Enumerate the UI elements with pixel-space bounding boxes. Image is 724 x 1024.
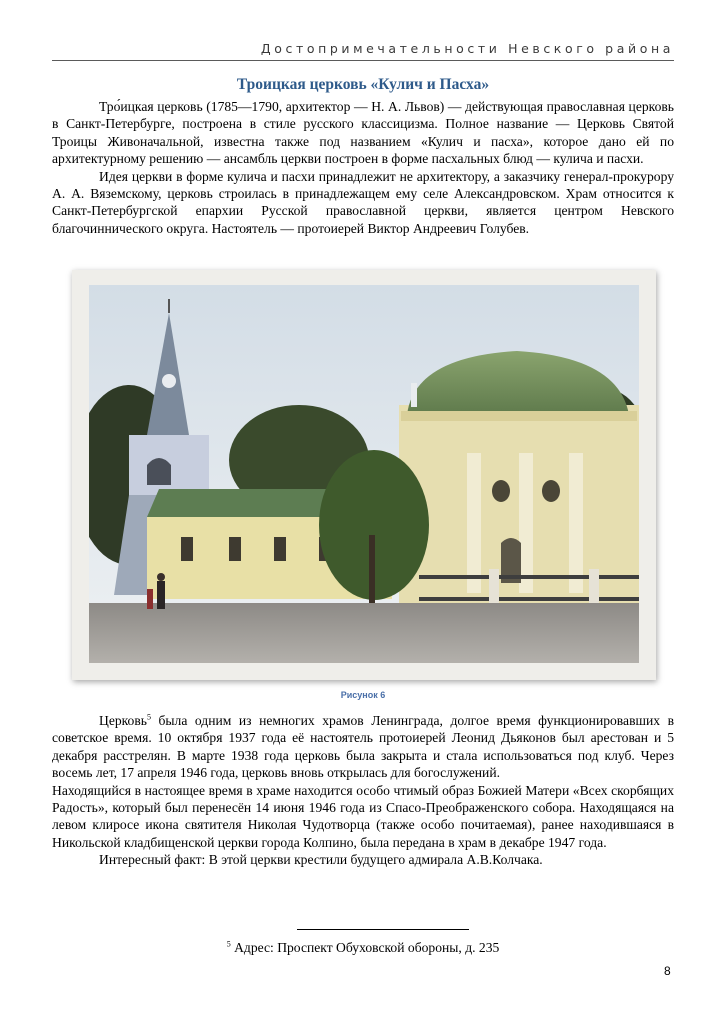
figure-frame bbox=[72, 270, 656, 680]
text-block-bottom bbox=[52, 712, 674, 869]
figure-caption: Рисунок 6 bbox=[340, 690, 386, 700]
paragraph-fact: Интересный факт: В этой церкви крестили будущего адмирала А.В.Колчака. bbox=[99, 852, 543, 868]
footnote-divider bbox=[297, 929, 469, 930]
paragraph-icons: Находящийся в настоящее время в храме находится особо чтимый образ Божией Матери «Всех скорбящих Радость», который был перенесён 14 июня 1946 года из Спасо-Преображенского собора. Находящаяся на левом клиросе икона святителя Николая Чудотворца (также особо почитаемая), ранее находившаяся в Никольской кладбищенской церкви города Колпино, была передана в храм в декабре 1947 года. bbox=[52, 782, 674, 850]
footnote-text: Адрес: Проспект Обуховской обороны, д. 235 bbox=[230, 940, 500, 955]
page-number: 8 bbox=[664, 964, 671, 978]
paragraph-soviet-era bbox=[52, 712, 674, 782]
footnote bbox=[52, 940, 674, 956]
paragraph-soviet-era-rest: была одним из немногих храмов Ленинграда, долгое время функционировавших в советское время. 10 октября 1937 года её настоятель протоиерей Леонид Дьяконов был арестован и 5 декабря расстрелян. В марте 1938 года церковь была закрыта и стала использоваться под клуб. Через восемь лет, 17 апреля 1946 года, церковь вновь открылась для богослужений. bbox=[52, 713, 674, 781]
running-header bbox=[52, 40, 674, 61]
running-header-text: Достопримечательности Невского района bbox=[260, 41, 674, 56]
footnote-reference[interactable]: 5 bbox=[146, 712, 151, 722]
paragraph-soviet-era-start: Церковь bbox=[99, 713, 147, 728]
footnote-marker: 5 bbox=[226, 939, 231, 949]
text-block-top bbox=[52, 98, 674, 237]
article-title: Троицкая церковь «Кулич и Пасха» bbox=[236, 76, 490, 93]
paragraph-intro: Тро́ицкая церковь (1785—1790, архитектор — Н. А. Львов) — действующая православная церковь в Санкт-Петербурге, построена в стиле русского классицизма. Полное название — Церковь Святой Троицы Живоначальной, известна также под названием «Кулич и пасха», которое дано ей по архитектурному решению — ансамбль церкви построен в форме пасхальных блюд — кулича и пасхи. bbox=[52, 99, 674, 167]
paragraph-idea: Идея церкви в форме кулича и пасхи принадлежит не архитектору, а заказчику генерал-прокурору А. А. Вяземскому, церковь строилась в принадлежащем ему селе Александровском. Храм относится к Санкт-Петербургской епархии Русской православной церкви, является центром Невского благочиннического округа. Настоятель — протоиерей Виктор Андреевич Голубев. bbox=[52, 168, 674, 236]
church-photo bbox=[89, 285, 639, 663]
